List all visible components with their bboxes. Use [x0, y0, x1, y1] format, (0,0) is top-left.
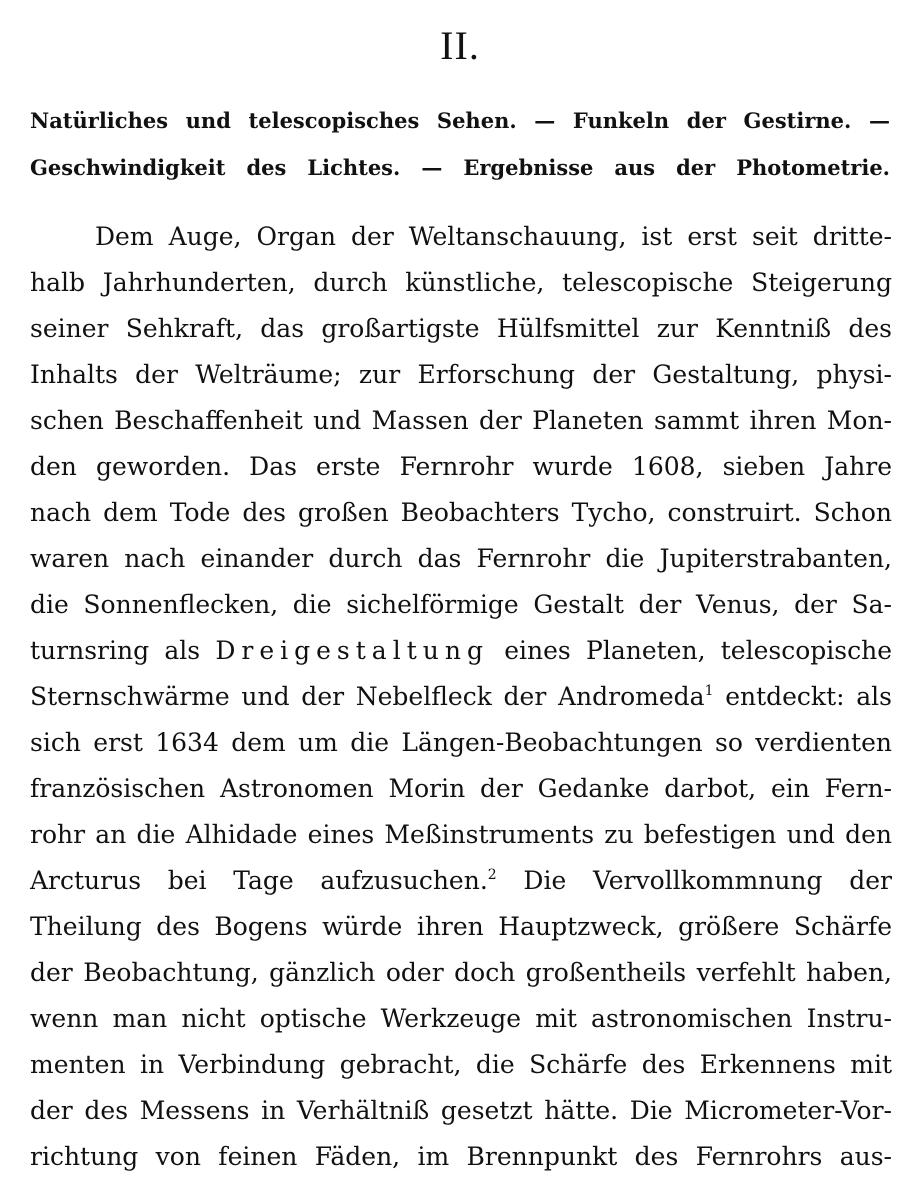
body-line	[30, 682, 892, 711]
body-line: Dem Auge, Organ der Weltanschauung, ist erst seit dritte-	[95, 222, 892, 251]
body-line: den geworden. Das erste Fernrohr wurde 1608, sieben Jahre	[30, 452, 892, 481]
body-text: turnsring als	[30, 636, 201, 665]
body-line: der des Messens in Verhältniß gesetzt hätte. Die Micrometer-Vor-	[30, 1096, 892, 1125]
body-line: rohr an die Alhidade eines Meßinstruments zu befestigen und den	[30, 820, 892, 849]
body-line: die Sonnenflecken, die sichelförmige Gestalt der Venus, der Sa-	[30, 590, 892, 619]
body-line: sich erst 1634 dem um die Längen-Beobachtungen so verdienten	[30, 728, 892, 757]
chapter-heading-line-2: Geschwindigkeit des Lichtes. — Ergebnisse aus der Photometrie.	[30, 155, 890, 180]
body-line: der Beobachtung, gänzlich oder doch großentheils verfehlt haben,	[30, 958, 892, 987]
body-text: entdeckt: als	[725, 682, 892, 711]
emphasized-spaced-text: Dreigestaltung	[215, 636, 489, 665]
chapter-heading-line-1: Natürliches und telescopisches Sehen. — Funkeln der Gestirne. —	[30, 108, 890, 133]
body-text: Arcturus bei Tage aufzusuchen.	[30, 866, 488, 895]
chapter-number: II.	[440, 23, 480, 68]
body-text: Sternschwärme und der Nebelfleck der Andromeda	[30, 682, 705, 711]
body-line: menten in Verbindung gebracht, die Schärfe des Erkennens mit	[30, 1050, 892, 1079]
body-text: eines Planeten, telescopische	[504, 636, 893, 665]
body-line: wenn man nicht optische Werkzeuge mit astronomischen Instru-	[30, 1004, 892, 1033]
body-line: Inhalts der Welträume; zur Erforschung der Gestaltung, physi-	[30, 360, 892, 389]
body-line	[30, 866, 892, 895]
body-line: nach dem Tode des großen Beobachters Tycho, construirt. Schon	[30, 498, 892, 527]
body-text: Die Vervollkommnung der	[523, 866, 892, 895]
body-line: französischen Astronomen Morin der Gedanke darbot, ein Fern-	[30, 774, 892, 803]
footnote-marker: 1	[704, 683, 714, 699]
body-line	[30, 636, 892, 665]
body-line: waren nach einander durch das Fernrohr die Jupiterstrabanten,	[30, 544, 892, 573]
body-line: Theilung des Bogens würde ihren Hauptzweck, größere Schärfe	[30, 912, 892, 941]
footnote-marker: 2	[487, 867, 497, 883]
body-line: schen Beschaffenheit und Massen der Planeten sammt ihren Mon-	[30, 406, 892, 435]
body-line: richtung von feinen Fäden, im Brennpunkt des Fernrohrs aus-	[30, 1142, 892, 1171]
body-line: halb Jahrhunderten, durch künstliche, telescopische Steigerung	[30, 268, 892, 297]
body-line: seiner Sehkraft, das großartigste Hülfsmittel zur Kenntniß des	[30, 314, 892, 343]
